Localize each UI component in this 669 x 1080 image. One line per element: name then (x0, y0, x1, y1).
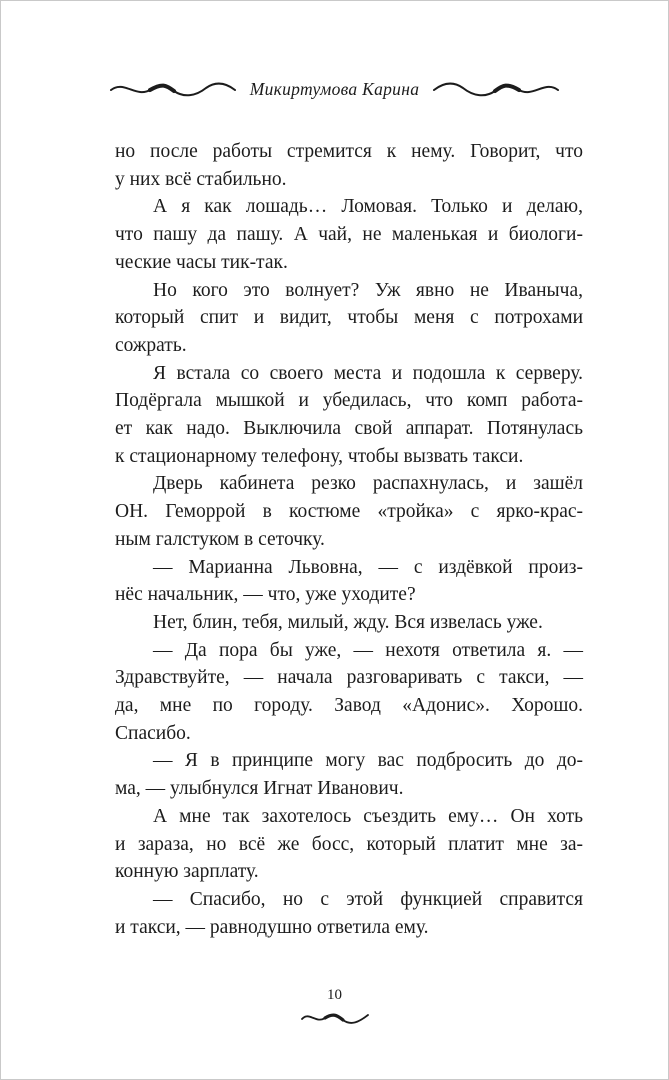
text-line: — Спасибо, но с этой функцией справится (153, 888, 583, 910)
text-line: что пашу да пашу. А чай, не маленькая и биологи- (115, 224, 583, 246)
text-line: да, мне по городу. Завод «Адонис». Хорошо. (115, 695, 583, 717)
text-line: нёс начальник, — что, уже уходите? (115, 584, 416, 606)
paragraph (115, 747, 583, 802)
text-line: ческие часы тик-так. (115, 251, 288, 273)
text-line: конную зарплату. (115, 861, 259, 883)
text-line: сожрать. (115, 334, 187, 356)
header-flourish-left-icon (108, 77, 238, 101)
text-line: Но кого это волнует? Уж явно не Иваныча, (153, 279, 583, 301)
text-line: у них всё стабильно. (115, 168, 287, 190)
text-line: — Марианна Львовна, — с издёвкой произ- (153, 556, 583, 578)
page-footer (1, 987, 668, 1027)
paragraph (115, 554, 583, 609)
footer-flourish-icon (299, 1009, 371, 1027)
paragraph (115, 138, 583, 193)
text-line: ма, — улыбнулся Игнат Иванович. (115, 778, 404, 800)
text-line: Нет, блин, тебя, милый, жду. Вся извелась уже. (153, 611, 543, 633)
author-name: Микиртумова Карина (249, 78, 420, 99)
paragraph (115, 609, 583, 637)
text-line: А мне так захотелось съездить ему… Он хоть (153, 805, 583, 827)
paragraph (115, 193, 583, 276)
text-line: — Я в принципе могу вас подбросить до до- (153, 750, 583, 772)
text-block (115, 138, 583, 941)
text-line: А я как лошадь… Ломовая. Только и делаю, (153, 196, 583, 218)
header-flourish-right-icon (431, 77, 561, 101)
paragraph (115, 886, 583, 941)
text-line: ет как надо. Выключила свой аппарат. Потянулась (115, 418, 583, 440)
text-line: Дверь кабинета резко распахнулась, и зашёл (153, 473, 583, 495)
text-line: Подёргала мышкой и убедилась, что комп работа- (115, 390, 583, 412)
running-header (1, 77, 668, 101)
page-number: 10 (327, 987, 342, 1003)
text-line: и зараза, но всё же босс, который платит мне за- (115, 833, 583, 855)
text-line: — Да пора бы уже, — нехотя ответила я. — (153, 639, 583, 661)
paragraph (115, 803, 583, 886)
text-line: но после работы стремится к нему. Говорит, что (115, 141, 583, 162)
text-line: к стационарному телефону, чтобы вызвать такси. (115, 445, 524, 467)
text-line: Здравствуйте, — начала разговаривать с такси, — (115, 667, 583, 689)
paragraph (115, 470, 583, 553)
text-line: Спасибо. (115, 722, 191, 744)
text-line: ным галстуком в сеточку. (115, 528, 325, 550)
text-line: который спит и видит, чтобы меня с потрохами (115, 307, 583, 329)
text-line: и такси, — равнодушно ответила ему. (115, 916, 429, 938)
text-line: Я встала со своего места и подошла к серверу. (153, 362, 583, 384)
text-line: ОН. Геморрой в костюме «тройка» с ярко-крас- (115, 501, 583, 523)
paragraph (115, 277, 583, 360)
paragraph (115, 637, 583, 748)
paragraph (115, 360, 583, 471)
